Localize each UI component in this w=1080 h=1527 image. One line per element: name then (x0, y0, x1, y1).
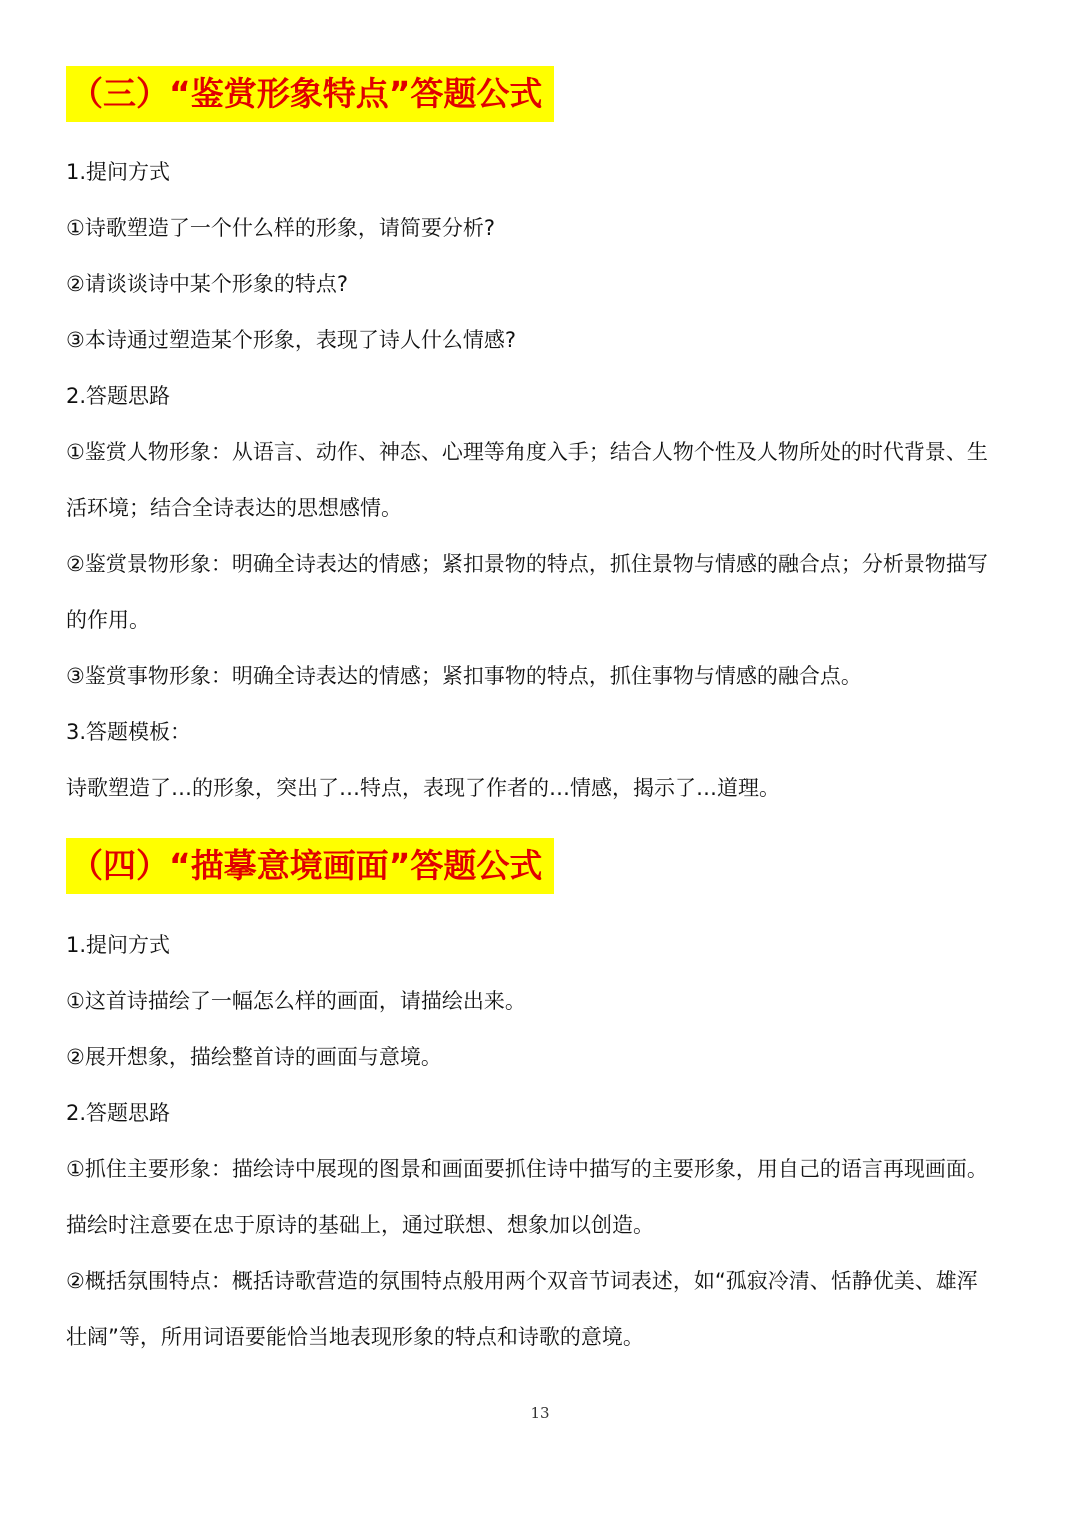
section-4-question-1: ①这首诗描绘了一幅怎么样的画面，请描绘出来。 (66, 989, 526, 1013)
section-4-question-2: ②展开想象，描绘整首诗的画面与意境。 (66, 1045, 442, 1069)
section-3-question-header: 1.提问方式 (66, 160, 171, 184)
section-3-template-header: 3.答题模板： (66, 720, 192, 744)
page-number: 13 (530, 1404, 550, 1422)
section-3-idea-header: 2.答题思路 (66, 384, 171, 408)
section-4-idea-1-line-2: 描绘时注意要在忠于原诗的基础上，通过联想、想象加以创造。 (66, 1213, 654, 1237)
section-4-question-header: 1.提问方式 (66, 933, 171, 957)
section-4-idea-2-line-1: ②概括氛围特点：概括诗歌营造的氛围特点般用两个双音节词表述，如“孤寂冷清、恬静优美、雄浑 (66, 1269, 978, 1293)
section-3-question-3: ③本诗通过塑造某个形象，表现了诗人什么情感? (66, 328, 516, 352)
section-3-idea-3: ③鉴赏事物形象：明确全诗表达的情感；紧扣事物的特点，抓住事物与情感的融合点。 (66, 664, 862, 688)
section-3-idea-1-line-1: ①鉴赏人物形象：从语言、动作、神态、心理等角度入手；结合人物个性及人物所处的时代背景、生 (66, 440, 988, 464)
section-4-idea-header: 2.答题思路 (66, 1101, 171, 1125)
section-4-idea-1-line-1: ①抓住主要形象：描绘诗中展现的图景和画面要抓住诗中描写的主要形象，用自己的语言再现画面。 (66, 1157, 988, 1181)
section-4-heading: （四）“描摹意境画面”答题公式 (66, 838, 554, 894)
section-4-idea-2-line-2: 壮阔”等，所用词语要能恰当地表现形象的特点和诗歌的意境。 (66, 1325, 644, 1349)
section-3-question-1: ①诗歌塑造了一个什么样的形象，请简要分析? (66, 216, 495, 240)
section-3-idea-2-line-1: ②鉴赏景物形象：明确全诗表达的情感；紧扣景物的特点，抓住景物与情感的融合点；分析景物描写 (66, 552, 988, 576)
section-3-template: 诗歌塑造了…的形象，突出了…特点，表现了作者的…情感，揭示了…道理。 (66, 776, 780, 800)
section-3-idea-2-line-2: 的作用。 (66, 608, 150, 632)
section-3-question-2: ②请谈谈诗中某个形象的特点? (66, 272, 348, 296)
section-3-idea-1-line-2: 活环境；结合全诗表达的思想感情。 (66, 496, 402, 520)
section-3-heading: （三）“鉴赏形象特点”答题公式 (66, 66, 554, 122)
